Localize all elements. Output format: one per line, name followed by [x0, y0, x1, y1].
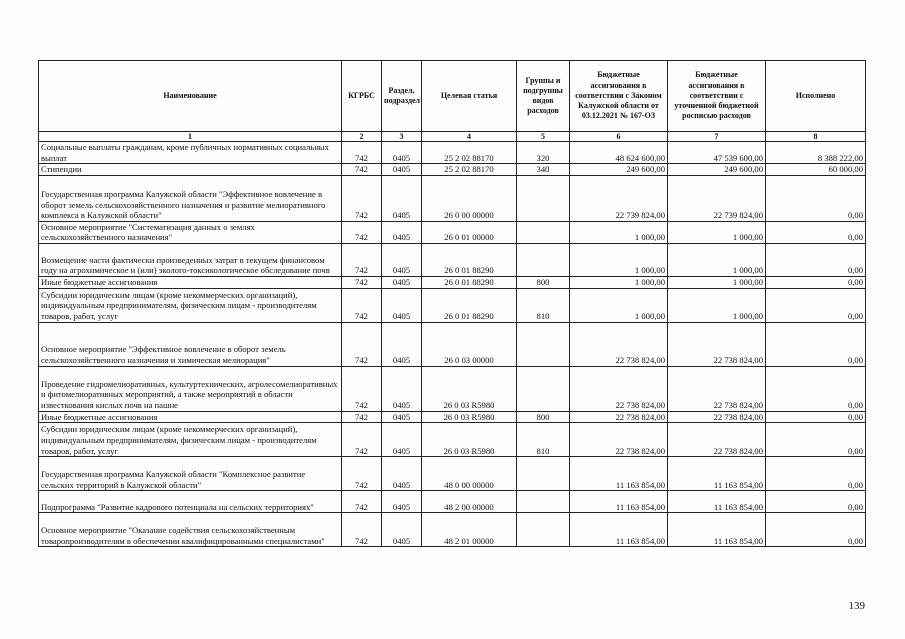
row-executed-amount: 0,00 — [766, 513, 866, 547]
row-group — [517, 491, 570, 513]
header-law: Бюджетные ассигнования в соответствии с Законом Калужской области от 03.12.2021 № 167-ОЗ — [570, 61, 668, 132]
row-group — [517, 366, 570, 411]
row-executed-amount: 0,00 — [766, 411, 866, 423]
table-row — [39, 276, 866, 288]
row-executed-amount: 0,00 — [766, 423, 866, 457]
row-group: 320 — [517, 142, 570, 164]
row-group: 810 — [517, 288, 570, 322]
row-law-amount: 22 738 824,00 — [570, 411, 668, 423]
row-name: Государственная программа Калужской области "Эффективное вовлечение в оборот земель сельскохозяйственного назначения и развитие мелиоративного комплекса в Калужской области" — [39, 175, 342, 221]
row-kgrbs: 742 — [342, 288, 382, 322]
row-law-amount: 11 163 854,00 — [570, 491, 668, 513]
row-name: Основное мероприятие "Оказание содействия сельскохозяйственным товаропроизводителям в обеспечении квалифицированными специалистами" — [39, 513, 342, 547]
row-target: 26 0 01 88290 — [422, 276, 517, 288]
header-name: Наименование — [39, 61, 342, 132]
row-group: 800 — [517, 276, 570, 288]
table-row — [39, 243, 866, 276]
row-name: Подпрограмма "Развитие кадрового потенциала на сельских территориях" — [39, 491, 342, 513]
row-name: Иные бюджетные ассигнования — [39, 411, 342, 423]
row-revised-amount: 22 738 824,00 — [668, 366, 766, 411]
row-kgrbs: 742 — [342, 276, 382, 288]
row-executed-amount: 0,00 — [766, 276, 866, 288]
row-law-amount: 22 738 824,00 — [570, 423, 668, 457]
row-name: Основное мероприятие "Эффективное вовлечение в оборот земель сельскохозяйственного назначения и химическая мелиорация" — [39, 322, 342, 366]
row-section: 0405 — [382, 164, 422, 176]
row-kgrbs: 742 — [342, 243, 382, 276]
row-law-amount: 22 738 824,00 — [570, 366, 668, 411]
row-executed-amount: 0,00 — [766, 457, 866, 491]
row-executed-amount: 0,00 — [766, 491, 866, 513]
row-law-amount: 11 163 854,00 — [570, 457, 668, 491]
row-section: 0405 — [382, 322, 422, 366]
row-kgrbs: 742 — [342, 457, 382, 491]
column-number: 6 — [570, 132, 668, 142]
row-name: Стипендии — [39, 164, 342, 176]
row-target: 26 0 03 R5980 — [422, 366, 517, 411]
row-revised-amount: 22 738 824,00 — [668, 411, 766, 423]
table-row — [39, 322, 866, 366]
row-revised-amount: 11 163 854,00 — [668, 457, 766, 491]
row-revised-amount: 11 163 854,00 — [668, 491, 766, 513]
row-law-amount: 11 163 854,00 — [570, 513, 668, 547]
column-number: 5 — [517, 132, 570, 142]
row-revised-amount: 11 163 854,00 — [668, 513, 766, 547]
row-group: 810 — [517, 423, 570, 457]
header-executed: Исполнено — [766, 61, 866, 132]
row-target: 48 0 00 00000 — [422, 457, 517, 491]
row-executed-amount: 0,00 — [766, 288, 866, 322]
row-executed-amount: 0,00 — [766, 366, 866, 411]
row-law-amount: 249 600,00 — [570, 164, 668, 176]
row-group — [517, 457, 570, 491]
table-row — [39, 423, 866, 457]
row-executed-amount: 0,00 — [766, 243, 866, 276]
column-number: 8 — [766, 132, 866, 142]
row-revised-amount: 22 738 824,00 — [668, 322, 766, 366]
row-kgrbs: 742 — [342, 142, 382, 164]
row-group: 800 — [517, 411, 570, 423]
row-target: 48 2 00 00000 — [422, 491, 517, 513]
row-executed-amount: 0,00 — [766, 221, 866, 243]
row-target: 48 2 01 00000 — [422, 513, 517, 547]
row-target: 26 0 01 00000 — [422, 221, 517, 243]
row-section: 0405 — [382, 457, 422, 491]
column-number-row — [39, 132, 866, 142]
table-row — [39, 491, 866, 513]
row-target: 25 2 02 88170 — [422, 142, 517, 164]
row-group — [517, 221, 570, 243]
header-group: Группы и подгруппы видов расходов — [517, 61, 570, 132]
header-revised: Бюджетные ассигнования в соответствии с уточненной бюджетной росписью расходов — [668, 61, 766, 132]
row-section: 0405 — [382, 175, 422, 221]
row-name: Субсидии юридическим лицам (кроме некоммерческих организаций), индивидуальным предпринимателям, физическим лицам - производителям товаров, работ, услуг — [39, 423, 342, 457]
table-row — [39, 142, 866, 164]
column-number: 2 — [342, 132, 382, 142]
table-row — [39, 411, 866, 423]
row-section: 0405 — [382, 276, 422, 288]
table-row — [39, 288, 866, 322]
table-row — [39, 366, 866, 411]
column-number: 7 — [668, 132, 766, 142]
row-section: 0405 — [382, 288, 422, 322]
row-section: 0405 — [382, 513, 422, 547]
table-row — [39, 221, 866, 243]
row-law-amount: 1 000,00 — [570, 288, 668, 322]
row-kgrbs: 742 — [342, 513, 382, 547]
row-revised-amount: 1 000,00 — [668, 276, 766, 288]
header-target: Целевая статья — [422, 61, 517, 132]
row-revised-amount: 22 738 824,00 — [668, 423, 766, 457]
table-row — [39, 513, 866, 547]
row-executed-amount: 60 000,00 — [766, 164, 866, 176]
page-number: 139 — [848, 600, 865, 612]
row-section: 0405 — [382, 411, 422, 423]
row-executed-amount: 8 388 222,00 — [766, 142, 866, 164]
row-law-amount: 22 739 824,00 — [570, 175, 668, 221]
row-law-amount: 1 000,00 — [570, 243, 668, 276]
row-kgrbs: 742 — [342, 221, 382, 243]
budget-table — [38, 60, 866, 547]
table-row — [39, 164, 866, 176]
row-kgrbs: 742 — [342, 366, 382, 411]
row-name: Субсидии юридическим лицам (кроме некоммерческих организаций), индивидуальным предпринимателям, физическим лицам - производителям товаров, работ, услуг — [39, 288, 342, 322]
row-name: Социальные выплаты гражданам, кроме публичных нормативных социальных выплат — [39, 142, 342, 164]
row-group: 340 — [517, 164, 570, 176]
column-number: 3 — [382, 132, 422, 142]
row-law-amount: 1 000,00 — [570, 276, 668, 288]
row-name: Государственная программа Калужской области "Комплексное развитие сельских территорий в Калужской области" — [39, 457, 342, 491]
row-kgrbs: 742 — [342, 491, 382, 513]
row-kgrbs: 742 — [342, 164, 382, 176]
row-target: 26 0 01 88290 — [422, 288, 517, 322]
column-number: 1 — [39, 132, 342, 142]
row-section: 0405 — [382, 423, 422, 457]
row-group — [517, 243, 570, 276]
row-law-amount: 48 624 600,00 — [570, 142, 668, 164]
row-revised-amount: 1 000,00 — [668, 243, 766, 276]
row-revised-amount: 249 600,00 — [668, 164, 766, 176]
table-row — [39, 175, 866, 221]
row-revised-amount: 1 000,00 — [668, 221, 766, 243]
row-target: 26 0 00 00000 — [422, 175, 517, 221]
row-target: 26 0 03 00000 — [422, 322, 517, 366]
column-number: 4 — [422, 132, 517, 142]
row-name: Иные бюджетные ассигнования — [39, 276, 342, 288]
row-kgrbs: 742 — [342, 175, 382, 221]
row-section: 0405 — [382, 243, 422, 276]
row-kgrbs: 742 — [342, 322, 382, 366]
header-row — [39, 61, 866, 132]
row-target: 26 0 03 R5980 — [422, 411, 517, 423]
row-executed-amount: 0,00 — [766, 175, 866, 221]
row-target: 26 0 01 88290 — [422, 243, 517, 276]
row-section: 0405 — [382, 142, 422, 164]
row-law-amount: 22 738 824,00 — [570, 322, 668, 366]
row-section: 0405 — [382, 366, 422, 411]
row-law-amount: 1 000,00 — [570, 221, 668, 243]
row-group — [517, 175, 570, 221]
row-section: 0405 — [382, 491, 422, 513]
row-name: Возмещение части фактически произведенных затрат в текущем финансовом году на агрохимическое и (или) эколого-токсикологическое обследование почв — [39, 243, 342, 276]
row-name: Основное мероприятие "Систематизация данных о землях сельскохозяйственного назначения" — [39, 221, 342, 243]
row-revised-amount: 1 000,00 — [668, 288, 766, 322]
row-section: 0405 — [382, 221, 422, 243]
row-target: 26 0 03 R5980 — [422, 423, 517, 457]
row-group — [517, 513, 570, 547]
row-executed-amount: 0,00 — [766, 322, 866, 366]
row-name: Проведение гидромелиоративных, культуртехнических, агролесомелиоративных и фитомелиоративных мероприятий, а также мероприятий в области известкования кислых почв на пашне — [39, 366, 342, 411]
header-section: Раздел, подраздел — [382, 61, 422, 132]
row-target: 25 2 02 88170 — [422, 164, 517, 176]
row-revised-amount: 47 539 600,00 — [668, 142, 766, 164]
row-revised-amount: 22 739 824,00 — [668, 175, 766, 221]
table-row — [39, 457, 866, 491]
header-kgrbs: КГРБС — [342, 61, 382, 132]
row-group — [517, 322, 570, 366]
row-kgrbs: 742 — [342, 411, 382, 423]
row-kgrbs: 742 — [342, 423, 382, 457]
